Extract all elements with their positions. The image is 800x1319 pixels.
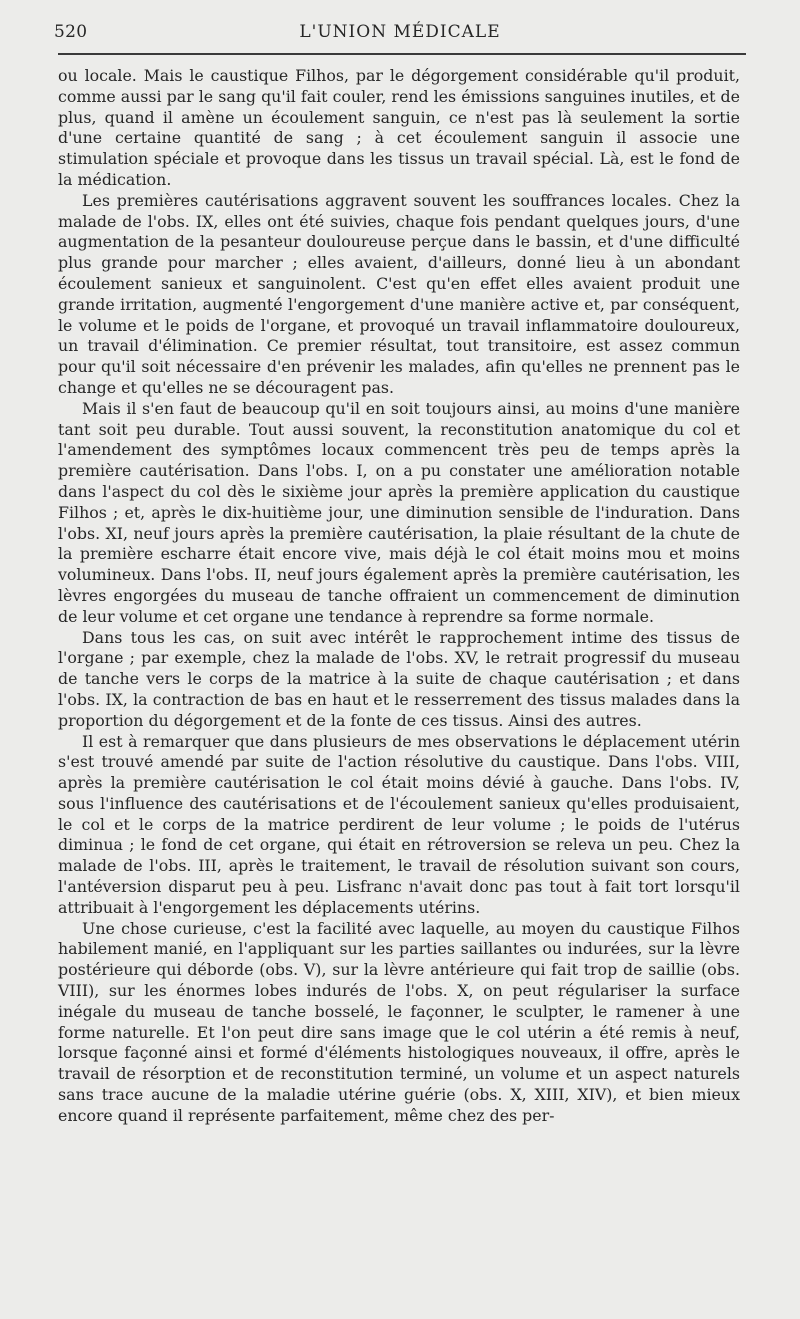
paragraph-continued: ou locale. Mais le caustique Filhos, par le dégorgement considérable qu'il produit, comme aussi par le sang qu'il fait couler, rend les émissions sanguines inutiles, et de plus, quand il amène un écoulement sanguin, ce n'est pas là seulement la sortie d'une certaine quantité de sang ; à cet écoulement sanguin il associe une stimulation spéciale et provoque dans les tissus un travail spécial. Là, est le fond de la médication.: [58, 66, 740, 189]
paragraph: Il est à remarquer que dans plusieurs de mes observations le déplacement utérin s'est trouvé amendé par suite de l'action résolutive du caustique. Dans l'obs. VIII, après la première cautérisation le col était moins dévié à gauche. Dans l'obs. IV, sous l'influence des cautérisations et de l'écoulement sanieux qu'elles produisaient, le col et le corps de la matrice perdirent de leur volume ; le poids de l'utérus diminua ; le fond de cet organe, qui était en rétroversion se releva un peu. Chez la malade de l'obs. III, après le traitement, le travail de résolution suivant son cours, l'antéversion disparut peu à peu. Lisfranc n'avait donc pas tout à fait tort lorsqu'il attribuait à l'engorgement les déplacements utérins.: [58, 731, 740, 917]
paragraph: Mais il s'en faut de beaucoup qu'il en soit toujours ainsi, au moins d'une manière tant soit peu durable. Tout aussi souvent, la reconstitution anatomique du col et l'amendement des symptômes locaux commencent très peu de temps après la première cautérisation. Dans l'obs. I, on a pu constater une amélioration notable dans l'aspect du col dès le sixième jour après la première application du caustique Filhos ; et, après le dix-huitième jour, une diminution sensible de l'induration. Dans l'obs. XI, neuf jours après la première cautérisation, la plaie résultant de la chute de la première escharre était encore vive, mais déjà le col était moins mou et moins volumineux. Dans l'obs. II, neuf jours également après la première cautérisation, les lèvres engorgées du museau de tanche offraient un commencement de diminution de leur volume et cet organe une tendance à reprendre sa forme normale.: [58, 398, 740, 626]
journal-title: L'UNION MÉDICALE: [299, 22, 501, 42]
header-rule: [58, 53, 746, 55]
running-header: [54, 22, 746, 44]
paragraph: Dans tous les cas, on suit avec intérêt le rapprochement intime des tissus de l'organe ; par exemple, chez la malade de l'obs. XV, le retrait progressif du museau de tanche vers le corps de la matrice à la suite de chaque cautérisation ; et dans l'obs. IX, la contraction de bas en haut et le resserrement des tissus malades dans la proportion du dégorgement et de la fonte de ces tissus. Ainsi des autres.: [58, 627, 740, 730]
body-text: [58, 66, 740, 1127]
paragraph: Les premières cautérisations aggravent souvent les souffrances locales. Chez la malade de l'obs. IX, elles ont été suivies, chaque fois pendant quelques jours, d'une augmentation de la pesanteur douloureuse perçue dans le bassin, et d'une difficulté plus grande pour marcher ; elles avaient, d'ailleurs, donné lieu à un abondant écoulement sanieux et sanguinolent. C'est qu'en effet elles avaient produit une grande irritation, augmenté l'engorgement d'une manière active et, par conséquent, le volume et le poids de l'organe, et provoqué un travail inflammatoire douloureux, un travail d'élimination. Ce premier résultat, tout transitoire, est assez commun pour qu'il soit nécessaire d'en prévenir les malades, afin qu'elles ne prennent pas le change et qu'elles ne se découragent pas.: [58, 190, 740, 397]
paragraph: Une chose curieuse, c'est la facilité avec laquelle, au moyen du caustique Filhos habilement manié, en l'appliquant sur les parties saillantes ou indurées, sur la lèvre postérieure qui déborde (obs. V), sur la lèvre antérieure qui fait trop de saillie (obs. VIII), sur les énormes lobes indurés de l'obs. X, on peut régulariser la surface inégale du museau de tanche bosselé, le façonner, le sculpter, le ramener à une forme naturelle. Et l'on peut dire sans image que le col utérin a été remis à neuf, lorsque façonné ainsi et formé d'éléments histologiques nouveaux, il offre, après le travail de résorption et de reconstitution terminé, un volume et un aspect naturels sans trace aucune de la maladie utérine guérie (obs. X, XIII, XIV), et bien mieux encore quand il représente parfaitement, même chez des per-: [58, 918, 740, 1125]
page-number: 520: [54, 22, 88, 42]
